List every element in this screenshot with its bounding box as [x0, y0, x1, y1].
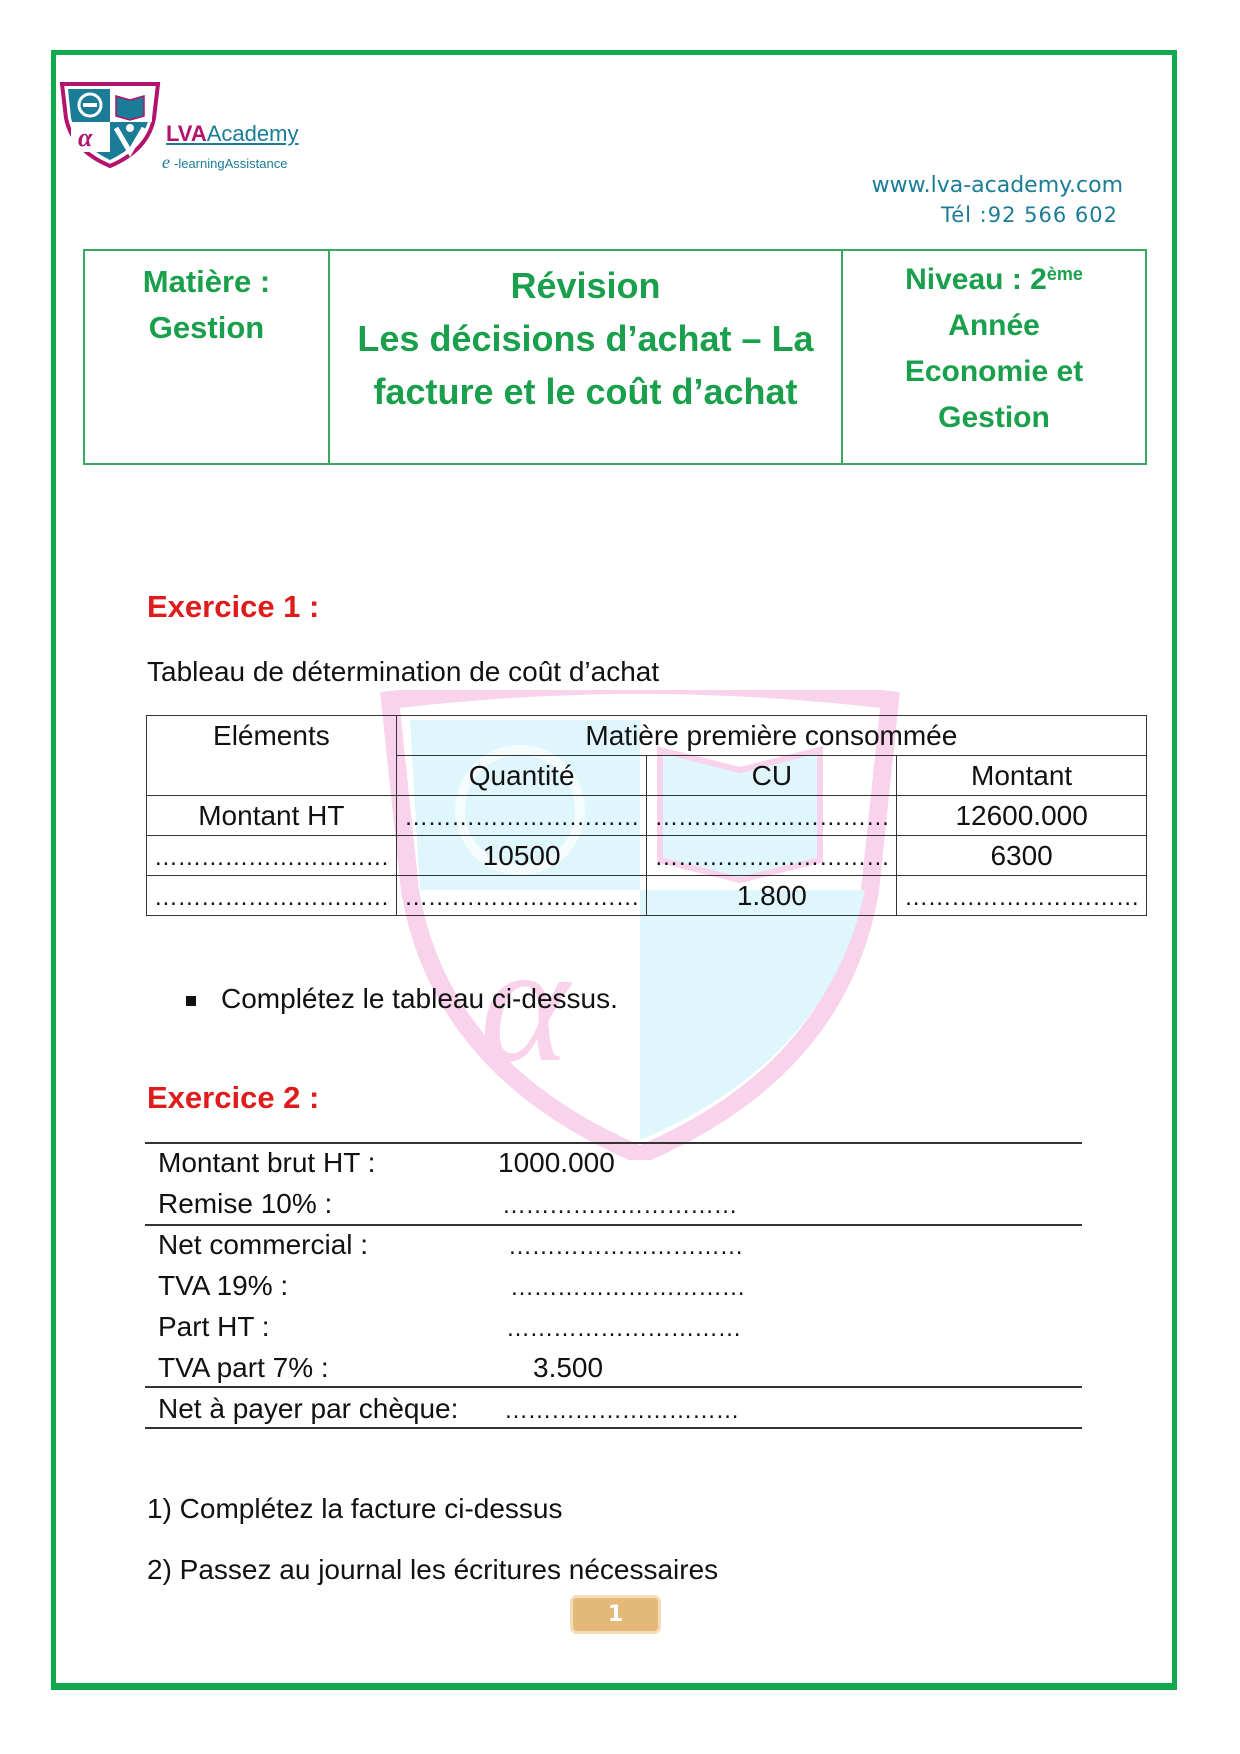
table-cell-blank[interactable]: …………………………	[647, 836, 897, 876]
table-header-row	[147, 716, 1147, 756]
table-cell: Montant HT	[147, 796, 397, 836]
exercise-2-title: Exercice 2 :	[147, 1080, 320, 1115]
header-quantite: Quantité	[396, 756, 647, 796]
table-row	[147, 796, 1147, 836]
table-cell-blank[interactable]: …………………………	[897, 876, 1147, 916]
table-cell-blank[interactable]: …………………………	[396, 796, 647, 836]
invoice-label: Net à payer par chèque:	[158, 1393, 459, 1424]
invoice-blank[interactable]: …………………………	[508, 1233, 743, 1260]
page-number-badge: 1	[570, 1595, 661, 1634]
header-elements: Eléments	[147, 716, 397, 796]
invoice-label: TVA part 7% :	[158, 1352, 329, 1383]
question-1: 1) Complétez la facture ci-dessus	[147, 1493, 563, 1524]
table-cell-blank[interactable]: …………………………	[647, 796, 897, 836]
lva-academy-logo	[58, 78, 162, 168]
invoice-divider	[145, 1427, 1082, 1429]
invoice-label: TVA 19% :	[158, 1270, 289, 1301]
title-line-3: facture et le coût d’achat	[373, 371, 798, 412]
invoice-blank[interactable]: …………………………	[504, 1397, 739, 1424]
bullet-square-icon	[186, 996, 196, 1006]
invoice-blank[interactable]: …………………………	[502, 1192, 737, 1219]
subject-label: Matière :	[142, 264, 271, 299]
table-cell-blank[interactable]: …………………………	[147, 876, 397, 916]
svg-text:α: α	[78, 123, 93, 152]
invoice-label: Part HT :	[158, 1311, 270, 1342]
subject-cell	[85, 251, 330, 463]
header-table	[83, 249, 1147, 465]
invoice-value: 1000.000	[498, 1147, 615, 1178]
table-cell: 12600.000	[897, 796, 1147, 836]
header-montant: Montant	[897, 756, 1147, 796]
level-line-4: Gestion	[938, 401, 1050, 434]
invoice-divider	[145, 1224, 1082, 1226]
table-cell-blank[interactable]: …………………………	[396, 876, 647, 916]
level-line-3: Economie et	[904, 355, 1084, 388]
table-cell: 6300	[897, 836, 1147, 876]
header-group: Matière première consommée	[396, 716, 1146, 756]
level-line-1	[843, 257, 1145, 303]
exercise-1-title: Exercice 1 :	[147, 589, 320, 624]
tagline-text: -learningAssistance	[174, 156, 288, 171]
exercise-1-intro: Tableau de détermination de coût d’achat	[147, 656, 660, 687]
title-cell	[330, 251, 843, 463]
table-cell: 10500	[396, 836, 647, 876]
brand-lva: LVA	[166, 121, 207, 146]
svg-text:α: α	[480, 909, 570, 1097]
table-cell-blank[interactable]: …………………………	[147, 836, 397, 876]
level-sup: ème	[1046, 264, 1083, 284]
level-label: Niveau : 2	[905, 263, 1047, 296]
website-link[interactable]: www.lva-academy.com	[871, 173, 1123, 198]
table-cell: 1.800	[647, 876, 897, 916]
invoice-blank[interactable]: …………………………	[506, 1315, 741, 1342]
table-row	[147, 876, 1147, 916]
cost-table	[146, 715, 1147, 916]
invoice-divider	[145, 1142, 1082, 1144]
title-line-1: Révision	[510, 265, 661, 306]
tagline-e: e	[162, 152, 170, 172]
subject-value: Gestion	[148, 310, 265, 345]
invoice-value: 3.500	[533, 1352, 604, 1383]
brand-name	[166, 122, 298, 146]
level-line-2: Année	[948, 309, 1040, 342]
question-2: 2) Passez au journal les écritures nécessaires	[147, 1554, 719, 1585]
invoice-divider	[145, 1386, 1082, 1388]
brand-tagline	[162, 152, 287, 173]
phone-number: Tél :92 566 602	[940, 203, 1118, 227]
invoice-label: Montant brut HT :	[158, 1147, 376, 1178]
title-line-2: Les décisions d’achat – La	[357, 318, 814, 359]
brand-academy: Academy	[206, 121, 299, 146]
exercise-1-instruction: Complétez le tableau ci-dessus.	[221, 983, 618, 1014]
level-cell	[843, 251, 1145, 463]
header-cu: CU	[647, 756, 897, 796]
invoice-blank[interactable]: …………………………	[510, 1274, 745, 1301]
invoice-label: Remise 10% :	[158, 1188, 333, 1219]
table-row	[147, 836, 1147, 876]
invoice-label: Net commercial :	[158, 1229, 369, 1260]
